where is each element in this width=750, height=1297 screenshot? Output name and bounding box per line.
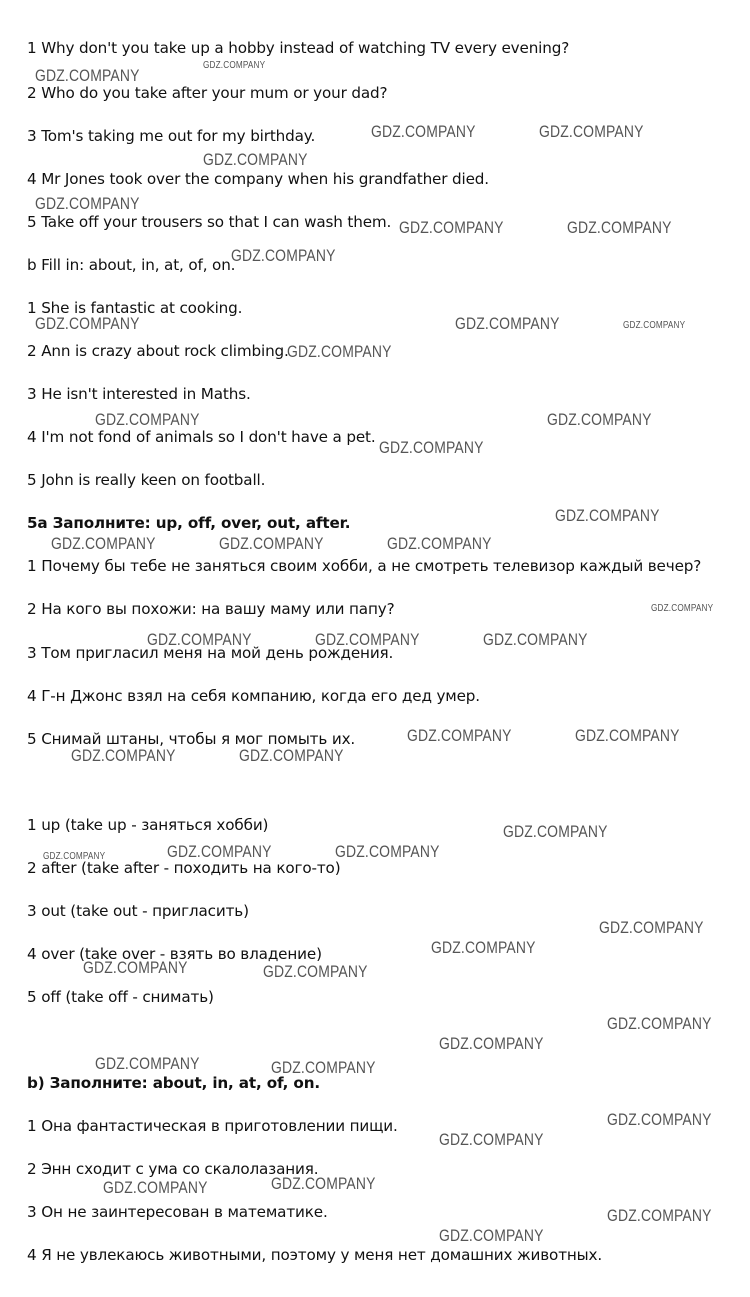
watermark: GDZ.COMPANY [623, 320, 686, 331]
watermark: GDZ.COMPANY [439, 1130, 544, 1149]
exercise-line: 4 I'm not fond of animals so I don't have a pet. [27, 428, 376, 446]
watermark: GDZ.COMPANY [35, 194, 140, 213]
section-heading: b Fill in: about, in, at, of, on. [27, 256, 236, 274]
watermark: GDZ.COMPANY [95, 410, 200, 429]
watermark: GDZ.COMPANY [203, 60, 266, 71]
watermark: GDZ.COMPANY [83, 958, 188, 977]
watermark: GDZ.COMPANY [203, 150, 308, 169]
watermark: GDZ.COMPANY [287, 342, 392, 361]
watermark: GDZ.COMPANY [51, 534, 156, 553]
watermark: GDZ.COMPANY [103, 1178, 208, 1197]
watermark: GDZ.COMPANY [547, 410, 652, 429]
exercise-line: 3 He isn't interested in Maths. [27, 385, 251, 403]
watermark: GDZ.COMPANY [555, 506, 660, 525]
watermark: GDZ.COMPANY [607, 1206, 712, 1225]
watermark: GDZ.COMPANY [539, 122, 644, 141]
exercise-line: 1 Она фантастическая в приготовлении пищи. [27, 1117, 398, 1135]
answer-line: 2 after (take after - походить на кого-то) [27, 859, 341, 877]
watermark: GDZ.COMPANY [599, 918, 704, 937]
exercise-line: 2 На кого вы похожи: на вашу маму или папу? [27, 600, 395, 618]
watermark: GDZ.COMPANY [455, 314, 560, 333]
watermark: GDZ.COMPANY [387, 534, 492, 553]
answer-line: 5 off (take off - снимать) [27, 988, 214, 1006]
section-heading: b) Заполните: about, in, at, of, on. [27, 1074, 320, 1092]
answer-line: 4 over (take over - взять во владение) [27, 945, 322, 963]
exercise-line: 2 Who do you take after your mum or your dad? [27, 84, 388, 102]
watermark: GDZ.COMPANY [263, 962, 368, 981]
watermark: GDZ.COMPANY [503, 822, 608, 841]
watermark: GDZ.COMPANY [651, 603, 714, 614]
exercise-line: 1 She is fantastic at cooking. [27, 299, 243, 317]
watermark: GDZ.COMPANY [147, 630, 252, 649]
exercise-line: 2 Энн сходит с ума со скалолазания. [27, 1160, 319, 1178]
section-heading: 5а Заполните: up, off, over, out, after. [27, 514, 351, 532]
watermark: GDZ.COMPANY [379, 438, 484, 457]
watermark: GDZ.COMPANY [607, 1014, 712, 1033]
exercise-line: 2 Ann is crazy about rock climbing. [27, 342, 289, 360]
exercise-line: 4 Я не увлекаюсь животными, поэтому у меня нет домашних животных. [27, 1246, 603, 1264]
exercise-line: 3 Tom's taking me out for my birthday. [27, 127, 316, 145]
watermark: GDZ.COMPANY [431, 938, 536, 957]
exercise-line: 5 Снимай штаны, чтобы я мог помыть их. [27, 730, 356, 748]
watermark: GDZ.COMPANY [71, 746, 176, 765]
watermark: GDZ.COMPANY [271, 1058, 376, 1077]
answer-line: 3 out (take out - пригласить) [27, 902, 249, 920]
exercise-line: 3 Том пригласил меня на мой день рождения. [27, 644, 394, 662]
exercise-line: 1 Почему бы тебе не заняться своим хобби, а не смотреть телевизор каждый вечер? [27, 557, 702, 575]
watermark: GDZ.COMPANY [35, 66, 140, 85]
exercise-line: 4 Г-н Джонс взял на себя компанию, когда его дед умер. [27, 687, 480, 705]
exercise-line: 5 Take off your trousers so that I can wash them. [27, 213, 392, 231]
watermark: GDZ.COMPANY [167, 842, 272, 861]
watermark: GDZ.COMPANY [439, 1034, 544, 1053]
watermark: GDZ.COMPANY [399, 218, 504, 237]
watermark: GDZ.COMPANY [43, 851, 106, 862]
exercise-line: 4 Mr Jones took over the company when his grandfather died. [27, 170, 489, 188]
watermark: GDZ.COMPANY [239, 746, 344, 765]
answer-line: 1 up (take up - заняться хобби) [27, 816, 269, 834]
exercise-line: 1 Why don't you take up a hobby instead of watching TV every evening? [27, 39, 570, 57]
watermark: GDZ.COMPANY [567, 218, 672, 237]
watermark: GDZ.COMPANY [607, 1110, 712, 1129]
exercise-line: 3 Он не заинтересован в математике. [27, 1203, 328, 1221]
watermark: GDZ.COMPANY [371, 122, 476, 141]
watermark: GDZ.COMPANY [315, 630, 420, 649]
exercise-line: 5 John is really keen on football. [27, 471, 266, 489]
watermark: GDZ.COMPANY [231, 246, 336, 265]
watermark: GDZ.COMPANY [271, 1174, 376, 1193]
watermark: GDZ.COMPANY [219, 534, 324, 553]
watermark: GDZ.COMPANY [483, 630, 588, 649]
watermark: GDZ.COMPANY [35, 314, 140, 333]
watermark: GDZ.COMPANY [95, 1054, 200, 1073]
watermark: GDZ.COMPANY [575, 726, 680, 745]
watermark: GDZ.COMPANY [439, 1226, 544, 1245]
watermark: GDZ.COMPANY [335, 842, 440, 861]
watermark: GDZ.COMPANY [407, 726, 512, 745]
